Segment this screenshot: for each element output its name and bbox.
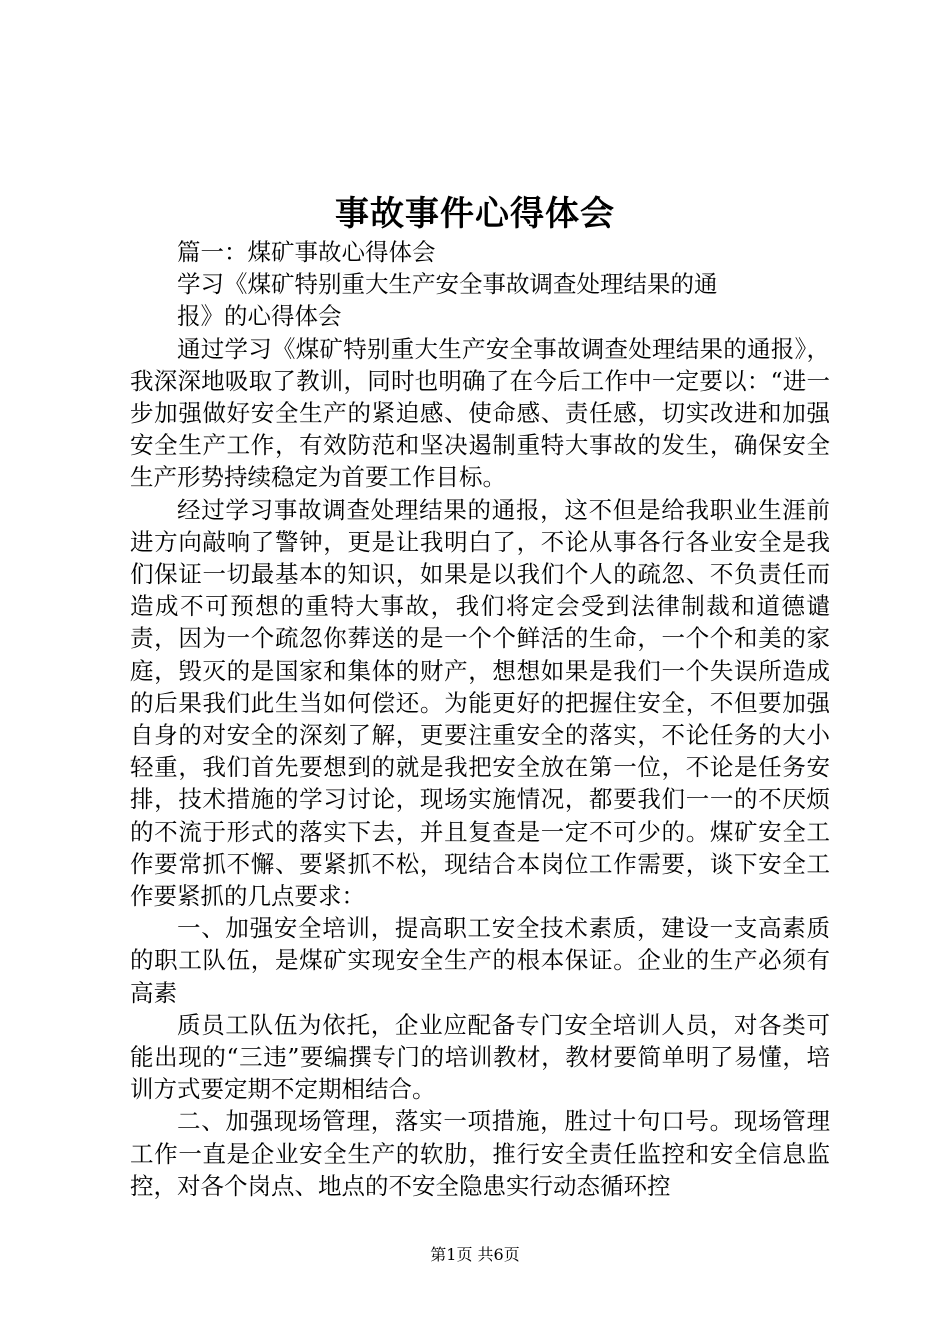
paragraph-1: 通过学习《煤矿特别重大生产安全事故调查处理结果的通报》，我深深地吸取了教训，同时也明确了在今后工作中一定要以：“进一步加强做好安全生产的紧迫感、使命感、责任感，切实改进和加强安全生产工作，有效防范和坚决遏制重特大事故的发生，确保安全生产形势持续稳定为首要工作目标。 bbox=[130, 334, 830, 492]
heading-line-2: 学习《煤矿特别重大生产安全事故调查处理结果的通 bbox=[177, 270, 718, 299]
paragraph-4: 质员工队伍为依托，企业应配备专门安全培训人员，对各类可能出现的“三违”要编撰专门的培训教材，教材要简单明了易懂，培训方式要定期不定期相结合。 bbox=[130, 1010, 830, 1104]
document-body bbox=[130, 236, 830, 1202]
page-number-footer: 第1页 共6页 bbox=[430, 1245, 520, 1264]
paragraph-3: 一、加强安全培训，提高职工安全技术素质，建设一支高素质的职工队伍，是煤矿实现安全生产的根本保证。企业的生产必须有高素 bbox=[130, 914, 830, 1007]
heading-line-3: 报》的心得体会 bbox=[177, 302, 342, 331]
document-title: 事故事件心得体会 bbox=[335, 194, 615, 234]
paragraph-5: 二、加强现场管理，落实一项措施，胜过十句口号。现场管理工作一直是企业安全生产的软肋，推行安全责任监控和安全信息监控，对各个岗点、地点的不安全隐患实行动态循环控 bbox=[130, 1107, 830, 1200]
heading-line-1: 篇一：煤矿事故心得体会 bbox=[177, 238, 436, 266]
paragraph-2: 经过学习事故调查处理结果的通报，这不但是给我职业生涯前进方向敲响了警钟，更是让我明白了，不论从事各行各业安全是我们保证一切最基本的知识，如果是以我们个人的疏忽、不负责任而造成不可预想的重特大事故，我们将定会受到法律制裁和道德谴责，因为一个疏忽你葬送的是一个个鲜活的生命，一个个和美的家庭，毁灭的是国家和集体的财产，想想如果是我们一个失误所造成的后果我们此生当如何偿还。为能更好的把握住安全，不但要加强自身的对安全的深刻了解，更要注重安全的落实，不论任务的大小轻重，我们首先要想到的就是我把安全放在第一位，不论是任务安排，技术措施的学习讨论，现场实施情况，都要我们一一的不厌烦的不流于形式的落实下去，并且复查是一定不可少的。煤矿安全工作要常抓不懈、要紧抓不松，现结合本岗位工作需要，谈下安全工作要紧抓的几点要求： bbox=[130, 495, 830, 911]
